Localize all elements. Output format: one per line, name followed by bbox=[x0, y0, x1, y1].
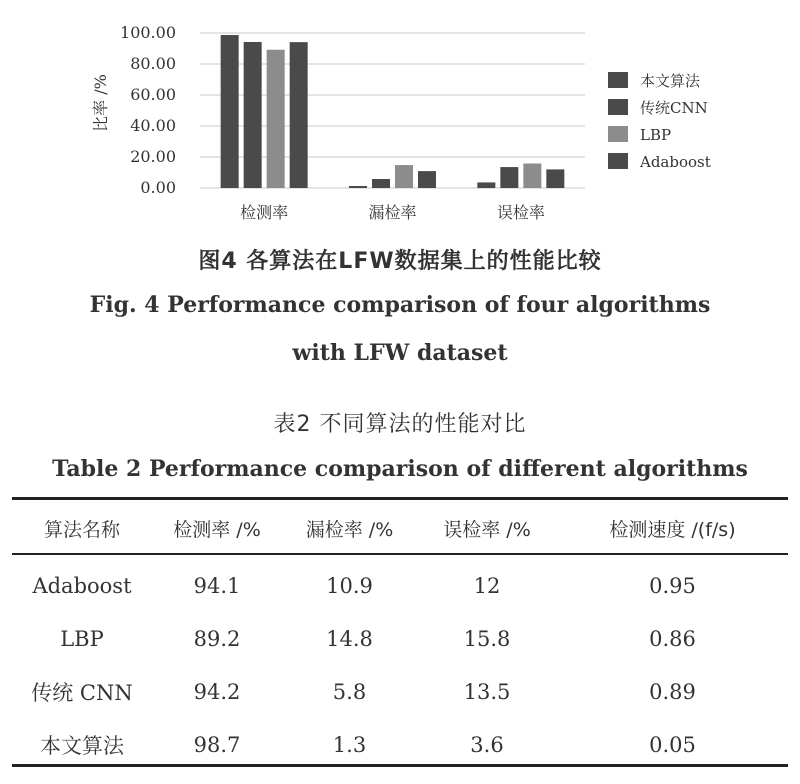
bar bbox=[267, 50, 285, 188]
header-algorithm: 算法名称 bbox=[43, 518, 120, 541]
cell-algorithm: LBP bbox=[60, 626, 104, 651]
cell-detection-rate: 94.2 bbox=[193, 679, 241, 704]
x-category-label: 误检率 bbox=[496, 203, 545, 222]
bar bbox=[372, 179, 390, 188]
bar bbox=[477, 182, 495, 188]
bar bbox=[500, 167, 518, 188]
y-tick-label: 0.00 bbox=[140, 178, 176, 197]
legend-swatch bbox=[608, 153, 628, 169]
table-row bbox=[12, 553, 788, 612]
y-tick-label: 100.00 bbox=[120, 23, 176, 42]
cell-false-rate: 12 bbox=[473, 573, 501, 598]
legend-swatch bbox=[608, 126, 628, 142]
y-tick-label: 60.00 bbox=[130, 85, 176, 104]
cell-miss-rate: 14.8 bbox=[326, 626, 373, 651]
header-miss-rate: 漏检率 /% bbox=[305, 518, 394, 541]
figure-caption-en-line1: Fig. 4 Performance comparison of four algorithms bbox=[89, 292, 711, 318]
header-false-rate: 误检率 /% bbox=[443, 518, 531, 541]
cell-detection-rate: 98.7 bbox=[193, 732, 241, 757]
performance-table bbox=[12, 503, 788, 771]
table-row bbox=[12, 718, 788, 771]
cell-speed: 0.86 bbox=[649, 626, 696, 651]
bar bbox=[523, 164, 541, 188]
legend-swatch bbox=[608, 99, 628, 115]
cell-miss-rate: 10.9 bbox=[326, 573, 373, 598]
bar bbox=[395, 165, 413, 188]
cell-algorithm: Adaboost bbox=[32, 573, 132, 598]
bar bbox=[290, 42, 308, 188]
bar-chart bbox=[0, 0, 800, 240]
bar bbox=[418, 171, 436, 188]
cell-false-rate: 15.8 bbox=[463, 626, 511, 651]
table-header-row bbox=[12, 503, 788, 553]
cell-speed: 0.89 bbox=[649, 679, 696, 704]
cell-false-rate: 3.6 bbox=[470, 732, 504, 757]
table-caption-en: Table 2 Performance comparison of different algorithms bbox=[52, 456, 748, 482]
table-row bbox=[12, 612, 788, 665]
cell-detection-rate: 94.1 bbox=[193, 573, 241, 598]
legend-label: LBP bbox=[640, 126, 672, 144]
bar bbox=[221, 35, 239, 188]
cell-false-rate: 13.5 bbox=[463, 679, 511, 704]
legend-label: 本文算法 bbox=[640, 72, 701, 90]
bar bbox=[546, 169, 564, 188]
legend-swatch bbox=[608, 72, 628, 88]
y-tick-label: 80.00 bbox=[130, 54, 176, 73]
bar bbox=[244, 42, 262, 188]
y-tick-label: 40.00 bbox=[130, 116, 176, 135]
cell-speed: 0.95 bbox=[649, 573, 696, 598]
figure-caption-cn: 图4 各算法在LFW数据集上的性能比较 bbox=[198, 249, 602, 274]
bar bbox=[349, 186, 367, 188]
y-axis-label: 比率 /% bbox=[91, 74, 110, 132]
cell-detection-rate: 89.2 bbox=[193, 626, 241, 651]
table-caption-cn: 表2 不同算法的性能对比 bbox=[273, 412, 527, 437]
y-tick-label: 20.00 bbox=[130, 147, 176, 166]
legend-label: Adaboost bbox=[640, 153, 711, 171]
x-category-label: 漏检率 bbox=[368, 203, 417, 222]
header-speed: 检测速度 /(f/s) bbox=[609, 518, 736, 541]
x-category-label: 检测率 bbox=[240, 203, 289, 222]
header-detection-rate: 检测率 /% bbox=[173, 518, 261, 541]
cell-speed: 0.05 bbox=[649, 732, 696, 757]
cell-algorithm: 本文算法 bbox=[40, 733, 124, 758]
cell-miss-rate: 5.8 bbox=[332, 679, 367, 704]
table-top-rule bbox=[12, 497, 788, 500]
legend-label: 传统CNN bbox=[640, 99, 708, 117]
figure-caption-en-line2: with LFW dataset bbox=[292, 340, 508, 366]
table-row bbox=[12, 665, 788, 718]
cell-algorithm: 传统 CNN bbox=[31, 680, 133, 705]
cell-miss-rate: 1.3 bbox=[332, 732, 367, 757]
